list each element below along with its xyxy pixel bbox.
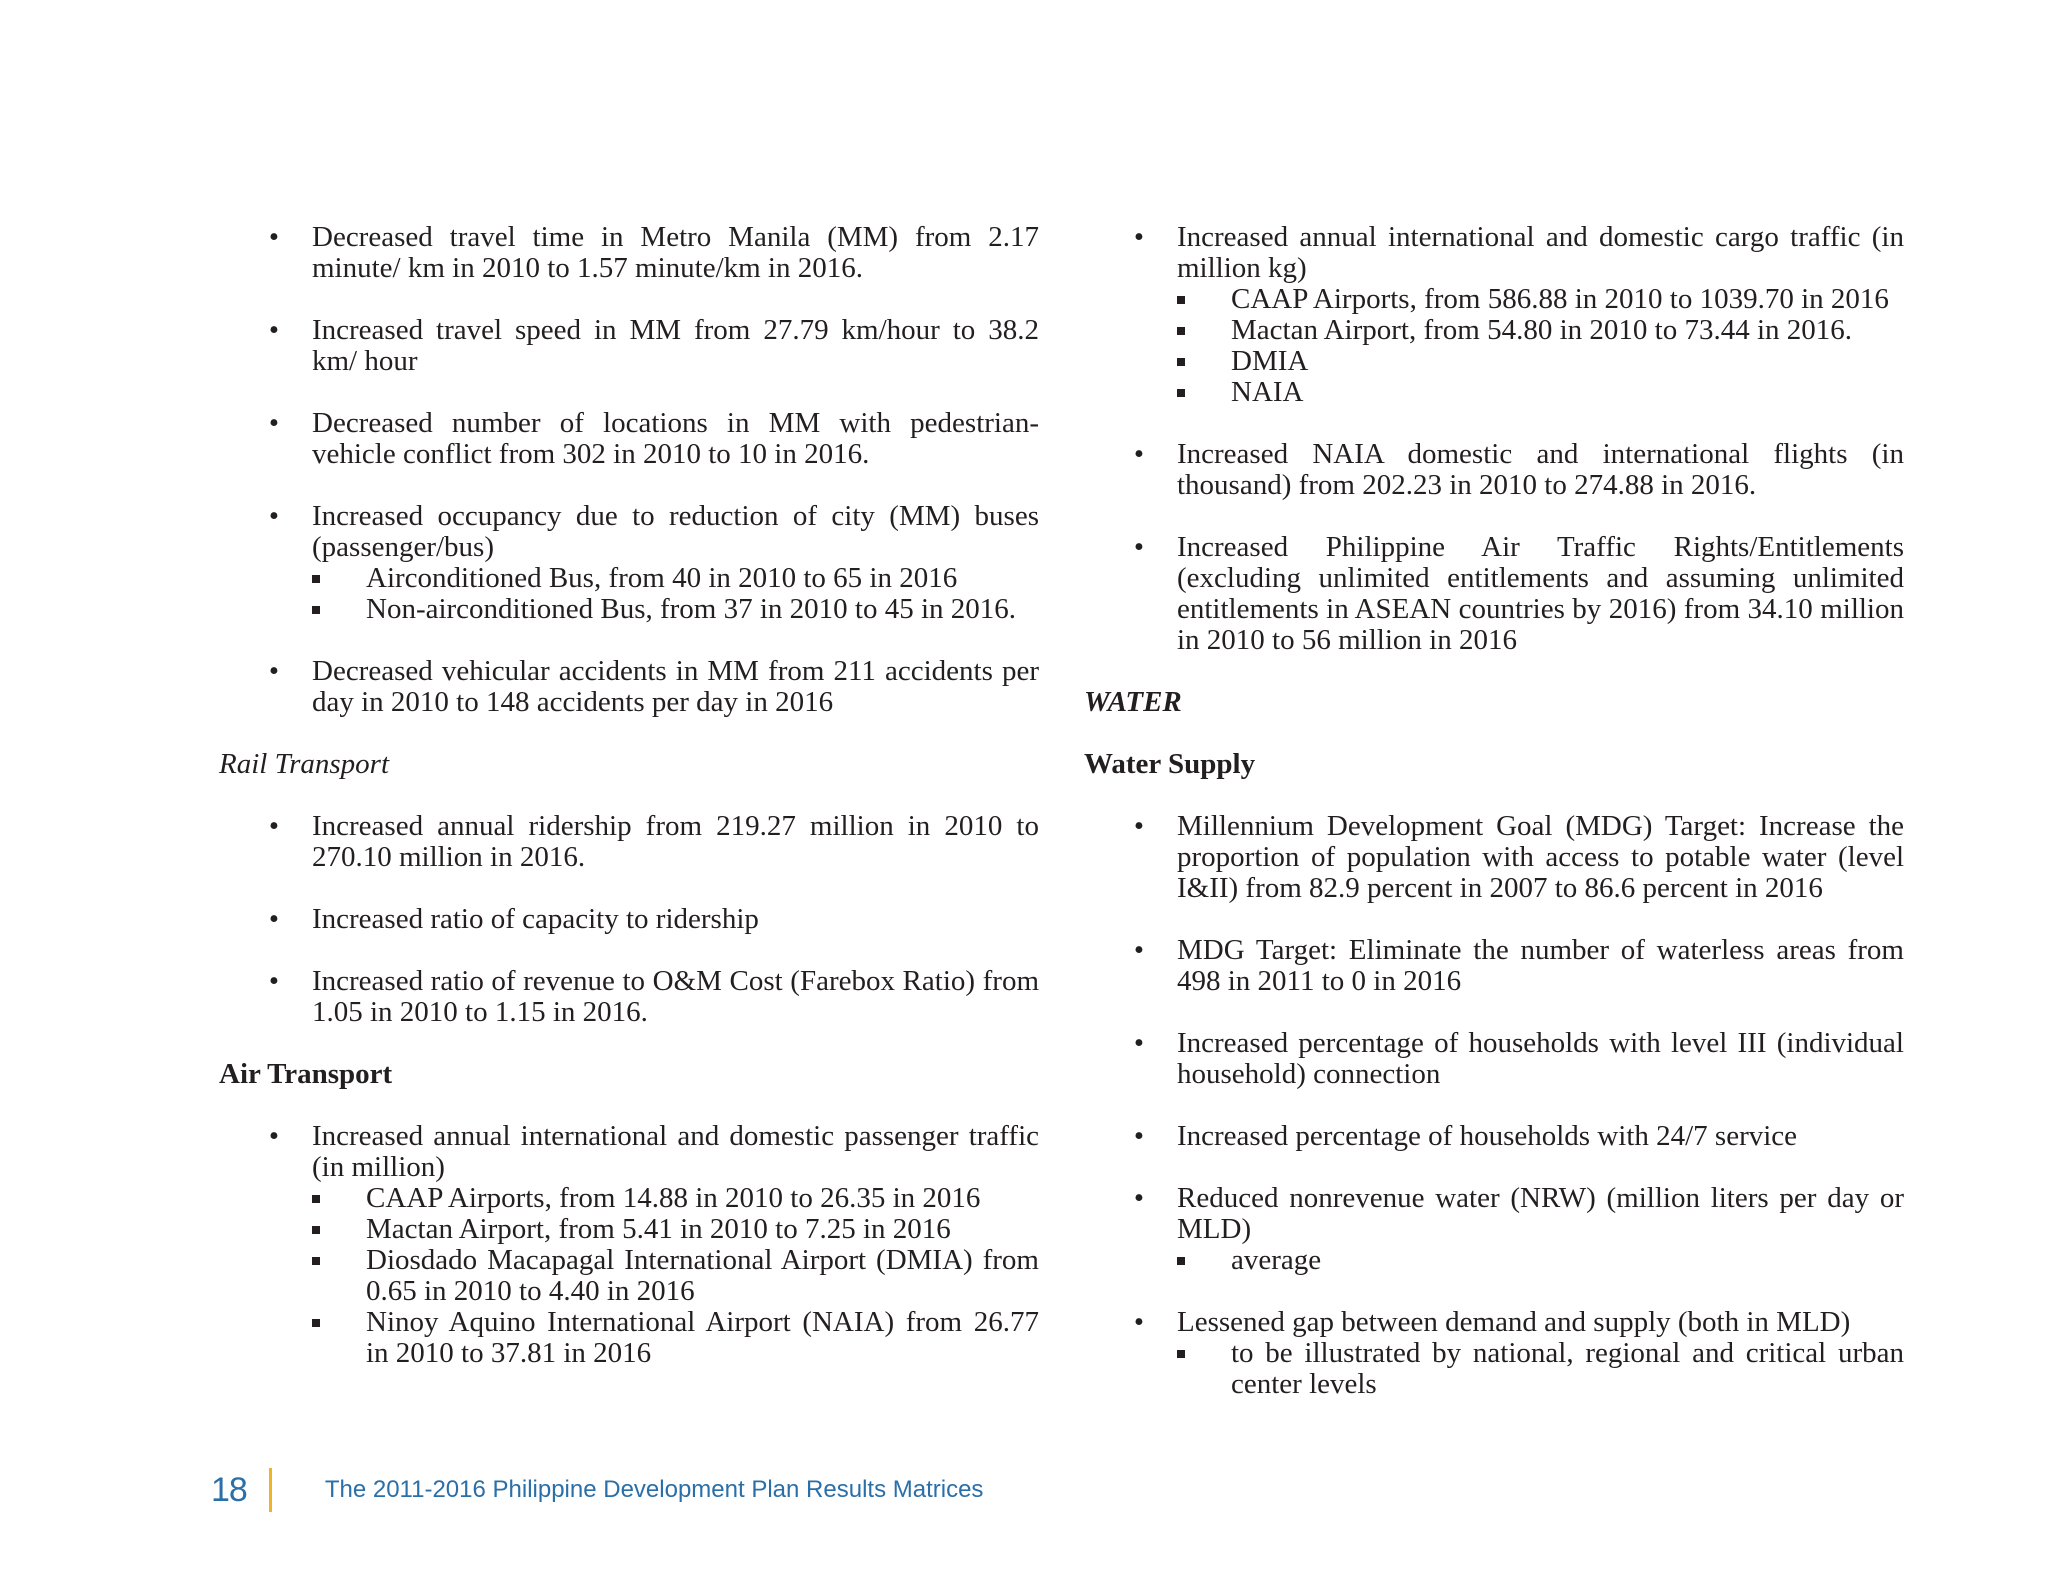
square-bullet-icon	[312, 606, 320, 614]
bullet-dot-icon: •	[268, 655, 280, 687]
bullet-dot-icon: •	[268, 500, 280, 532]
bullet-dot-icon: •	[268, 407, 280, 439]
list-item-text: Lessened gap between demand and supply (both in MLD)	[1177, 1306, 1851, 1338]
list-item	[1084, 1307, 1904, 1400]
list-item	[219, 966, 1039, 1028]
sub-list-item-text: CAAP Airports, from 14.88 in 2010 to 26.35 in 2016	[366, 1182, 981, 1214]
bullet-dot-icon: •	[1133, 1120, 1145, 1152]
section-heading-rail-transport: Rail Transport	[219, 748, 390, 780]
sub-list-item-text: Mactan Airport, from 54.80 in 2010 to 73.44 in 2016.	[1231, 314, 1853, 346]
footer-divider	[269, 1468, 272, 1512]
list-item	[1084, 811, 1904, 904]
square-bullet-icon	[312, 1195, 320, 1203]
list-item-text: Increased percentage of households with level III (individual household) connection	[1177, 1027, 1904, 1090]
sub-list-item-text: Airconditioned Bus, from 40 in 2010 to 65 in 2016	[366, 562, 958, 594]
sub-list-item-text: CAAP Airports, from 586.88 in 2010 to 1039.70 in 2016	[1231, 283, 1889, 315]
list-item-text: Millennium Development Goal (MDG) Target: Increase the proportion of population with access to potable water (level I&II) from 82.9 percent in 2007 to 86.6 percent in 2016	[1177, 810, 1904, 904]
sub-list-item	[1177, 1245, 1904, 1276]
bullet-list	[1084, 222, 1904, 656]
list-item-text: Increased occupancy due to reduction of city (MM) buses (passenger/bus)	[312, 500, 1039, 563]
sub-list	[1177, 1245, 1904, 1276]
section-heading-water-supply: Water Supply	[1084, 748, 1256, 780]
square-bullet-icon	[1177, 327, 1185, 335]
list-item-text: MDG Target: Eliminate the number of waterless areas from 498 in 2011 to 0 in 2016	[1177, 934, 1904, 997]
bullet-dot-icon: •	[1133, 531, 1145, 563]
bullet-dot-icon: •	[1133, 1182, 1145, 1214]
bullet-dot-icon: •	[1133, 438, 1145, 470]
sub-list-item	[312, 594, 1039, 625]
list-item	[1084, 439, 1904, 501]
sub-list	[1177, 284, 1904, 408]
sub-list-item	[312, 1214, 1039, 1245]
sub-list-item	[312, 1307, 1039, 1369]
list-item	[1084, 532, 1904, 656]
list-item-text: Increased annual international and domestic passenger traffic (in million)	[312, 1120, 1039, 1183]
list-item-text: Reduced nonrevenue water (NRW) (million liters per day or MLD)	[1177, 1182, 1904, 1245]
sub-list-item-text: average	[1231, 1244, 1322, 1276]
sub-list-item	[1177, 346, 1904, 377]
sub-list-item	[312, 563, 1039, 594]
bullet-dot-icon: •	[1133, 1027, 1145, 1059]
list-item	[219, 408, 1039, 470]
bullet-dot-icon: •	[268, 903, 280, 935]
section-heading-water: WATER	[1084, 686, 1182, 718]
list-item-text: Increased ratio of revenue to O&M Cost (Farebox Ratio) from 1.05 in 2010 to 1.15 in 2016.	[312, 965, 1039, 1028]
square-bullet-icon	[312, 1257, 320, 1265]
bullet-dot-icon: •	[268, 314, 280, 346]
right-column	[1084, 222, 1904, 1431]
sub-list-item	[1177, 284, 1904, 315]
list-item	[219, 222, 1039, 284]
square-bullet-icon	[1177, 389, 1185, 397]
list-item	[1084, 1183, 1904, 1276]
square-bullet-icon	[312, 1319, 320, 1327]
list-item-text: Increased annual ridership from 219.27 million in 2010 to 270.10 million in 2016.	[312, 810, 1039, 873]
sub-list-item-text: Non-airconditioned Bus, from 37 in 2010 to 45 in 2016.	[366, 593, 1017, 625]
list-item	[219, 656, 1039, 718]
bullet-list	[1084, 811, 1904, 1400]
list-item	[219, 904, 1039, 935]
sub-list	[312, 563, 1039, 625]
list-item	[1084, 1121, 1904, 1152]
left-column	[219, 222, 1039, 1400]
sub-list-item-text: Ninoy Aquino International Airport (NAIA) from 26.77 in 2010 to 37.81 in 2016	[366, 1306, 1039, 1369]
list-item	[1084, 1028, 1904, 1090]
list-item-text: Decreased travel time in Metro Manila (MM) from 2.17 minute/ km in 2010 to 1.57 minute/km in 2016.	[312, 221, 1039, 284]
bullet-list	[219, 1121, 1039, 1369]
square-bullet-icon	[1177, 296, 1185, 304]
page-footer	[211, 1468, 983, 1512]
sub-list-item-text: Mactan Airport, from 5.41 in 2010 to 7.25 in 2016	[366, 1213, 951, 1245]
list-item	[219, 501, 1039, 625]
list-item	[219, 1121, 1039, 1369]
bullet-list	[219, 222, 1039, 718]
list-item-text: Decreased number of locations in MM with pedestrian-vehicle conflict from 302 in 2010 to 10 in 2016.	[312, 407, 1039, 470]
sub-list-item-text: NAIA	[1231, 376, 1304, 408]
list-item-text: Increased ratio of capacity to ridership	[312, 903, 759, 935]
list-item	[219, 315, 1039, 377]
sub-list-item	[1177, 377, 1904, 408]
square-bullet-icon	[312, 575, 320, 583]
square-bullet-icon	[1177, 358, 1185, 366]
bullet-dot-icon: •	[1133, 934, 1145, 966]
list-item-text: Increased NAIA domestic and international flights (in thousand) from 202.23 in 2010 to 274.88 in 2016.	[1177, 438, 1904, 501]
bullet-list	[219, 811, 1039, 1028]
bullet-dot-icon: •	[1133, 810, 1145, 842]
bullet-dot-icon: •	[268, 221, 280, 253]
sub-list	[1177, 1338, 1904, 1400]
sub-list-item-text: to be illustrated by national, regional and critical urban center levels	[1231, 1337, 1904, 1400]
list-item-text: Decreased vehicular accidents in MM from 211 accidents per day in 2010 to 148 accidents per day in 2016	[312, 655, 1039, 718]
section-heading-air-transport: Air Transport	[219, 1058, 393, 1090]
list-item-text: Increased annual international and domestic cargo traffic (in million kg)	[1177, 221, 1904, 284]
list-item-text: Increased Philippine Air Traffic Rights/Entitlements (excluding unlimited entitlements and assuming unlimited entitlements in ASEAN countries by 2016) from 34.10 million in 2010 to 56 million in 2016	[1177, 531, 1904, 656]
list-item	[1084, 222, 1904, 408]
square-bullet-icon	[1177, 1257, 1185, 1265]
bullet-dot-icon: •	[1133, 1306, 1145, 1338]
list-item	[1084, 935, 1904, 997]
sub-list-item	[1177, 1338, 1904, 1400]
bullet-dot-icon: •	[268, 965, 280, 997]
square-bullet-icon	[312, 1226, 320, 1234]
document-title: The 2011-2016 Philippine Development Plan Results Matrices	[324, 1476, 984, 1503]
page-number: 18	[211, 1470, 247, 1509]
list-item-text: Increased travel speed in MM from 27.79 km/hour to 38.2 km/ hour	[312, 314, 1039, 377]
list-item	[219, 811, 1039, 873]
sub-list-item	[312, 1245, 1039, 1307]
list-item-text: Increased percentage of households with 24/7 service	[1177, 1120, 1798, 1152]
bullet-dot-icon: •	[268, 810, 280, 842]
sub-list-item-text: DMIA	[1231, 345, 1309, 377]
bullet-dot-icon: •	[1133, 221, 1145, 253]
sub-list-item	[312, 1183, 1039, 1214]
sub-list	[312, 1183, 1039, 1369]
sub-list-item	[1177, 315, 1904, 346]
sub-list-item-text: Diosdado Macapagal International Airport (DMIA) from 0.65 in 2010 to 4.40 in 2016	[366, 1244, 1039, 1307]
bullet-dot-icon: •	[268, 1120, 280, 1152]
square-bullet-icon	[1177, 1350, 1185, 1358]
